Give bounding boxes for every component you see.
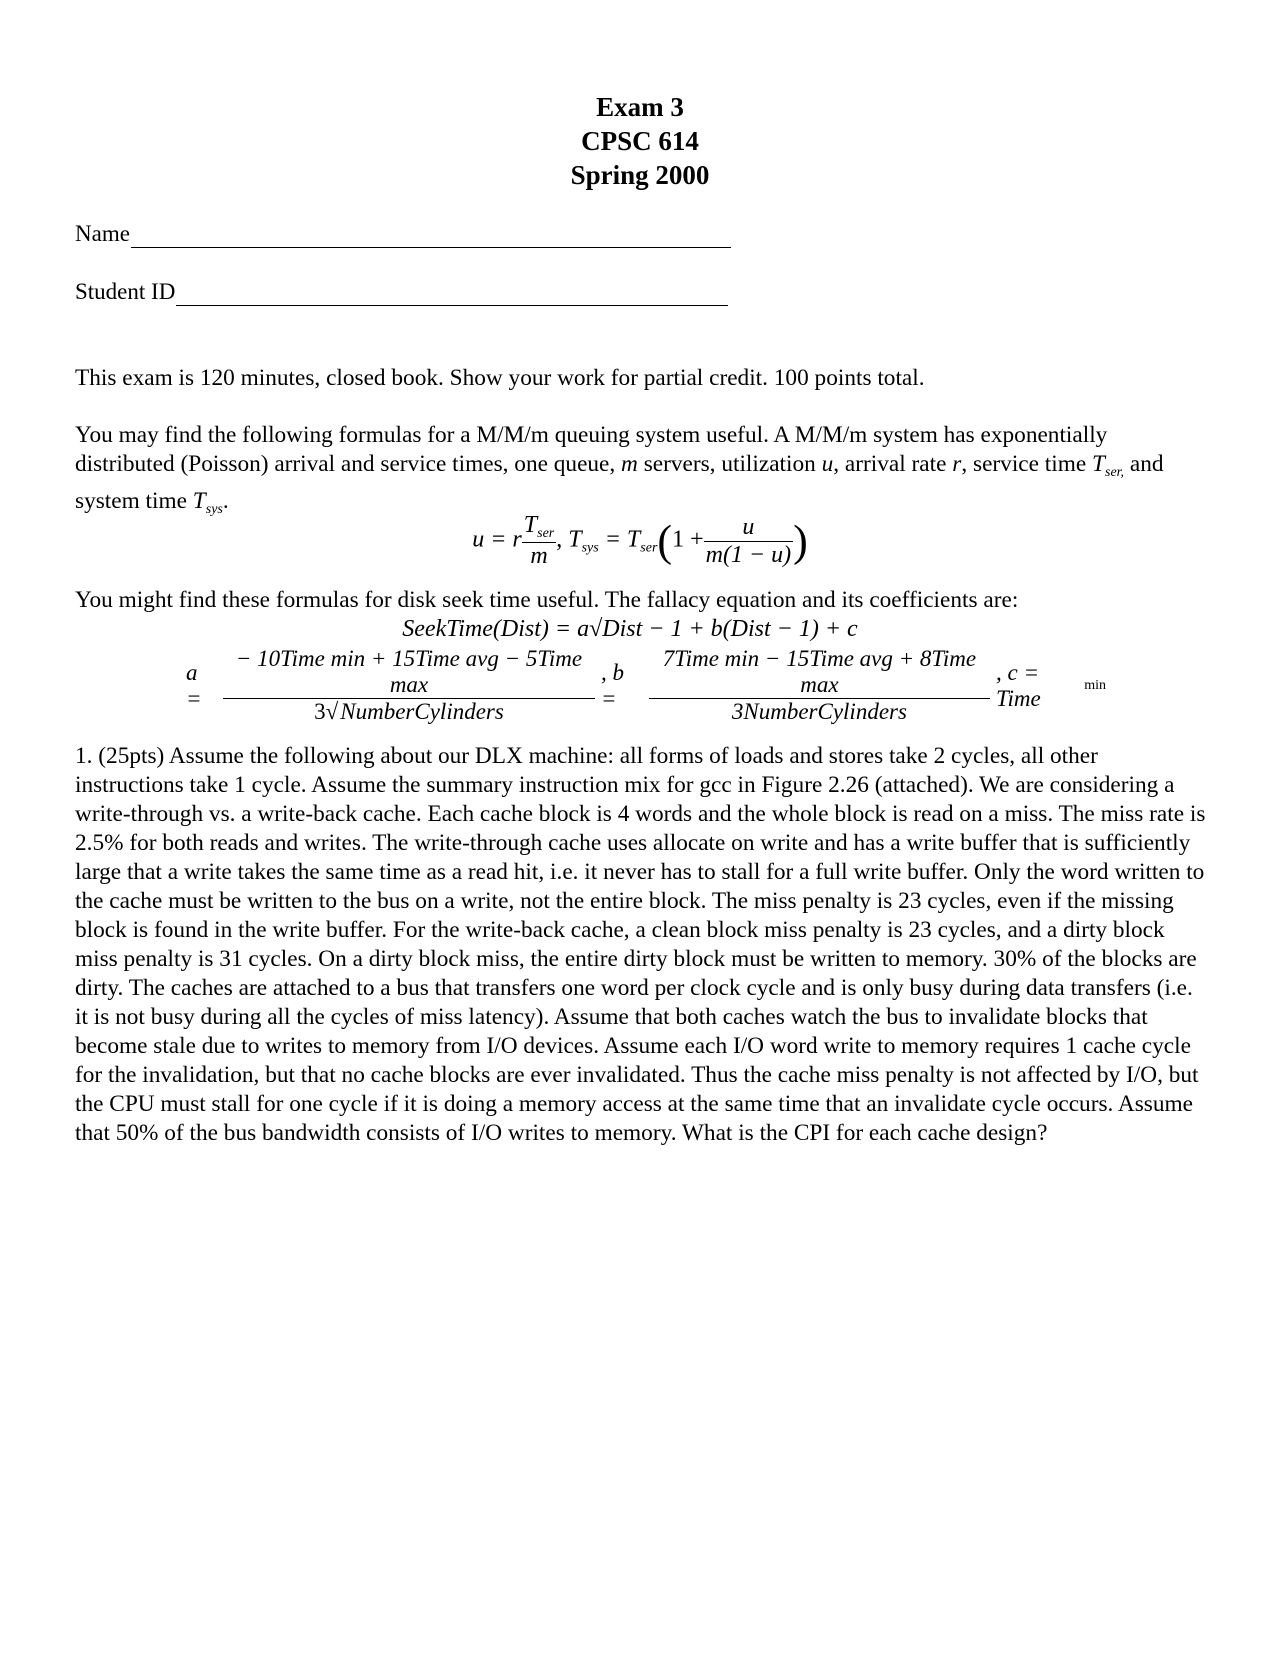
name-field[interactable] [75, 220, 731, 248]
coefficient-formulas [186, 646, 1106, 725]
mm-tser-sub: ser [537, 526, 555, 541]
queuing-text-3: , arrival rate [833, 451, 953, 477]
disk-intro: You might find these formulas for disk seek time useful. The fallacy equation and its coefficients are: [75, 587, 1019, 613]
mm-left-paren: ( [657, 516, 673, 566]
c-sub: min [1084, 677, 1106, 693]
queuing-u: u [821, 451, 834, 477]
a-den-sqrt: NumberCylinders [340, 699, 504, 724]
queuing-r: r [952, 451, 962, 477]
queuing-intro [75, 421, 1210, 524]
name-blank-line[interactable] [131, 223, 731, 248]
exam-title: Exam 3 [596, 92, 684, 122]
exam-rules: This exam is 120 minutes, closed book. Show your work for partial credit. 100 points total. [75, 365, 925, 391]
mm-right-paren: ) [793, 516, 808, 566]
mm-tser2-sub: ser [640, 540, 658, 556]
queuing-tser-sub: ser, [1105, 465, 1125, 480]
mm-tser: T [523, 512, 538, 538]
mm-eq-tser: = T [604, 526, 641, 553]
queuing-text-2: servers, utilization [637, 451, 822, 477]
queuing-tsys: T [192, 488, 206, 514]
student-id-blank-line[interactable] [176, 281, 728, 306]
mm-tser-over-m [522, 512, 556, 570]
mm-tsys-sub: sys [581, 540, 599, 556]
queuing-text-1: You may find the following formulas for a M/M/m queuing system useful. A M/M/m system has exponentially distributed (Poisson) arrival and service times, one queue, [75, 422, 1108, 477]
mm-one-plus: 1 + [672, 526, 704, 553]
b-numerator: 7Time min − 15Time avg + 8Time max [649, 646, 990, 699]
a-den-3: 3 [314, 699, 326, 724]
queuing-tsys-sub: sys [205, 502, 223, 517]
seek-time-formula: SeekTime(Dist) = a√Dist − 1 + b(Dist − 1) + c [402, 616, 858, 642]
name-label: Name [75, 221, 130, 246]
mm-u-fraction [704, 514, 794, 569]
mm-den: m(1 − u) [705, 541, 792, 568]
mm-u-eq: u = r [472, 526, 522, 553]
b-label: , b = [601, 659, 625, 711]
b-denominator: 3NumberCylinders [731, 699, 907, 724]
mm-comma: , [556, 526, 563, 553]
mm-u-num: u [704, 514, 794, 542]
queuing-text-4: , service time [961, 451, 1093, 477]
student-id-label: Student ID [75, 279, 176, 304]
a-fraction [223, 646, 595, 725]
question-1: 1. (25pts) Assume the following about our DLX machine: all forms of loads and stores take 2 cycles, all other instructions take 1 cycle. Assume the summary instruction mix for gcc in Figure 2.26 (attached). We are considering a write-through vs. a write-back cache. Each cache block is 4 words and the whole block is read on a miss. The miss rate is 2.5% for both reads and writes. The write-through cache uses allocate on write and has a write buffer that is sufficiently large that a write takes the same time as a read hit, i.e. it never has to stall for a full write buffer. Only the word written to the cache must be written to the bus on a write, not the entire block. The miss penalty is 23 cycles, even if the missing block is found in the write buffer. For the write-back cache, a clean block miss penalty is 23 cycles, and a dirty block miss penalty is 31 cycles. On a dirty block miss, the entire dirty block must be written to memory. 30% of the blocks are dirty. The caches are attached to a bus that transfers one word per clock cycle and is only busy during data transfers (i.e. it is not busy during all the cycles of miss latency). Assume that both caches watch the bus to invalidate blocks that become stale due to writes to memory from I/O devices. Assume each I/O word write to memory requires 1 cache cycle for the invalidation, but that no cache blocks are ever invalidated. Thus the cache miss penalty is not affected by I/O, but the CPU must stall for one cycle if it is doing a memory access at the same time that an invalidate cycle occurs. Assume that 50% of the bus bandwidth consists of I/O writes to memory. What is the CPI for each cache design? [75, 743, 1206, 1146]
queuing-m: m [621, 451, 638, 477]
mm-tsys: T [568, 526, 582, 553]
b-fraction [649, 646, 990, 725]
queuing-tser: T [1092, 451, 1105, 477]
mm-m: m [530, 543, 548, 569]
a-label: a = [186, 659, 202, 711]
term: Spring 2000 [570, 160, 710, 190]
student-id-field[interactable] [75, 278, 728, 306]
queuing-text-6: . [222, 488, 229, 514]
queuing-text-5: and system time [75, 451, 1164, 514]
a-numerator: − 10Time min + 15Time avg − 5Time max [223, 646, 595, 699]
course-code: CPSC 614 [581, 126, 699, 156]
c-label: , c = Time [996, 659, 1041, 711]
mm-formula [0, 512, 1280, 570]
a-denominator: 3√NumberCylinders [314, 699, 504, 724]
